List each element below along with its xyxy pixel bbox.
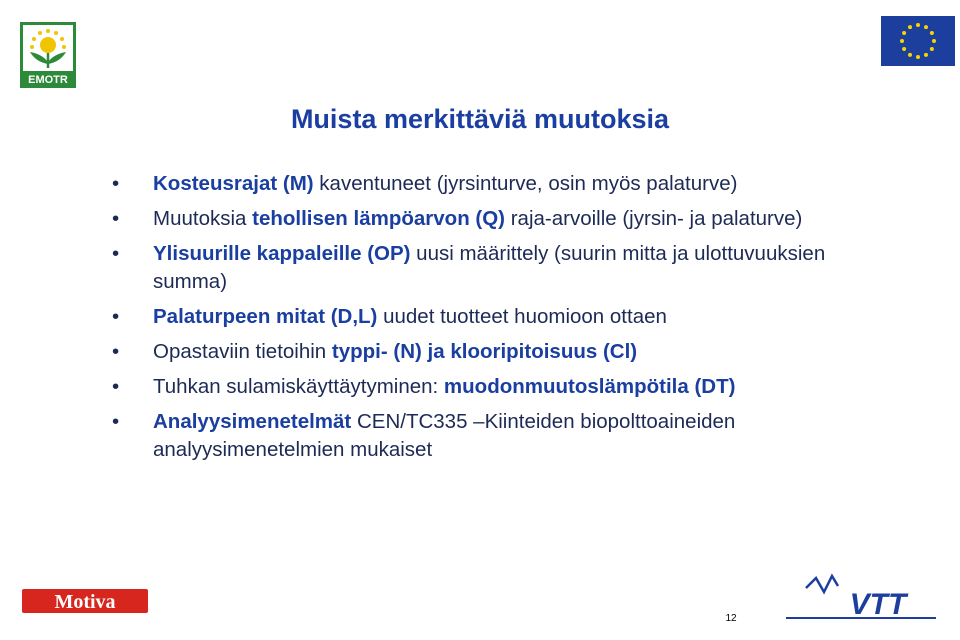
bullet-item bbox=[112, 240, 832, 296]
eu-star-icon bbox=[932, 39, 936, 43]
eu-star-icon bbox=[908, 25, 912, 29]
bullet-text: Muutoksia bbox=[153, 207, 253, 230]
vtt-logo-icon bbox=[786, 570, 936, 620]
page-number: 12 bbox=[725, 613, 737, 624]
bullet-item bbox=[112, 205, 832, 233]
eu-star-icon bbox=[900, 39, 904, 43]
bullet-item bbox=[112, 373, 832, 401]
bullet-text: Tuhkan sulamiskäyttäytyminen: bbox=[153, 375, 444, 398]
motiva-logo-text: Motiva bbox=[54, 591, 116, 613]
bullet-text: Opastaviin tietoihin bbox=[153, 340, 332, 363]
bullet-emphasis: Analyysimenetelmät bbox=[153, 410, 352, 433]
bullet-emphasis: Ylisuurille kappaleille (OP) bbox=[153, 242, 411, 265]
bullet-emphasis: tehollisen lämpöarvon (Q) bbox=[252, 207, 506, 230]
emotr-logo-icon bbox=[20, 22, 76, 88]
bullet-text: raja-arvoille (jyrsin- ja palaturve) bbox=[505, 207, 803, 230]
bullet-text: kaventuneet (jyrsinturve, osin myös palaturve) bbox=[313, 172, 738, 195]
bullet-emphasis: muodonmuutoslämpötila (DT) bbox=[443, 375, 736, 398]
eu-star-icon bbox=[902, 47, 906, 51]
eu-star-icon bbox=[924, 25, 928, 29]
emotr-logo-text: EMOTR bbox=[28, 74, 68, 86]
bullet-emphasis: Palaturpeen mitat (D,L) bbox=[153, 305, 378, 328]
bullet-item bbox=[112, 408, 832, 464]
bullet-emphasis: Kosteusrajat (M) bbox=[153, 172, 314, 195]
bullet-emphasis: typpi- (N) ja klooripitoisuus (Cl) bbox=[331, 340, 638, 363]
eu-star-icon bbox=[930, 31, 934, 35]
eu-star-icon bbox=[930, 47, 934, 51]
bullet-text: uudet tuotteet huomioon ottaen bbox=[377, 305, 667, 328]
bullet-item bbox=[112, 170, 832, 198]
bullet-list bbox=[112, 170, 832, 471]
eu-star-icon bbox=[916, 23, 920, 27]
vtt-logo-text: VTT bbox=[849, 588, 907, 620]
eu-star-icon bbox=[908, 53, 912, 57]
eu-star-icon bbox=[916, 55, 920, 59]
eu-star-icon bbox=[902, 31, 906, 35]
bullet-item bbox=[112, 338, 832, 366]
slide-title: Muista merkittäviä muutoksia bbox=[290, 104, 670, 134]
bullet-item bbox=[112, 303, 832, 331]
bullet-text: CEN/TC335 –Kiinteiden biopolttoaineiden analyysimenetelmien mukaiset bbox=[153, 410, 736, 461]
eu-flag-icon bbox=[881, 16, 955, 66]
bullet-text: uusi määrittely (suurin mitta ja ulottuvuuksien summa) bbox=[153, 242, 826, 293]
eu-star-icon bbox=[924, 53, 928, 57]
motiva-logo-icon bbox=[22, 589, 148, 613]
